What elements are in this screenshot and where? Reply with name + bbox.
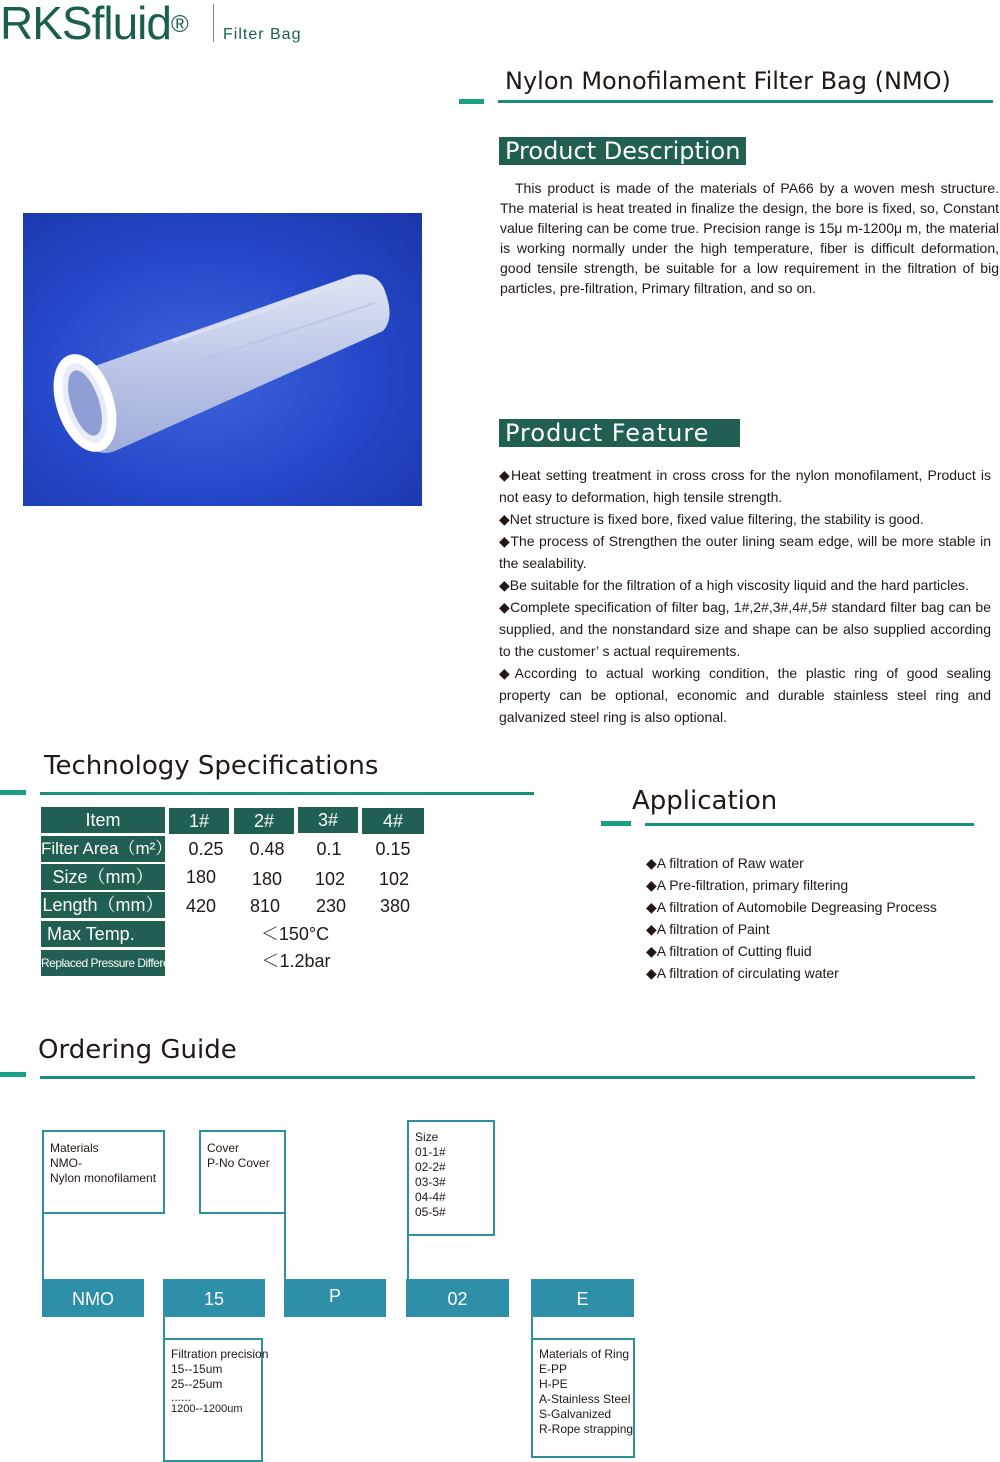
size-line: 03-3# <box>415 1175 446 1189</box>
description-heading: Product Description <box>499 137 746 165</box>
spec-col-2: 2# <box>234 808 294 834</box>
size-line: 04-4# <box>415 1190 446 1204</box>
registered-mark: ® <box>170 11 188 38</box>
connector <box>163 1316 165 1340</box>
application-item: ◆A Pre-filtration, primary filtering <box>646 877 849 893</box>
spec-row-label-max-temp: Max Temp. <box>41 921 165 947</box>
ring-line: E-PP <box>539 1362 568 1376</box>
materials-line: NMO- <box>50 1156 82 1170</box>
spec-value: 180 <box>185 867 217 887</box>
spec-value: 0.1 <box>316 839 342 859</box>
feature-item: ◆Complete specification of filter bag, 1#,2#,3#,4#,5# standard filter bag can be supplied, and the nonstandard size and shape can be also supplied according to the customer’ s actual requirements. <box>499 599 991 659</box>
application-item: ◆A filtration of circulating water <box>646 965 839 981</box>
size-line: 01-1# <box>415 1145 446 1159</box>
spec-value: 180 <box>251 869 283 889</box>
size-title: Size <box>415 1130 439 1144</box>
product-title: Nylon Monofilament Filter Bag (NMO) <box>505 67 951 95</box>
code-materials: NMO <box>42 1279 144 1317</box>
specs-rule <box>40 792 534 795</box>
application-item: ◆A filtration of Automobile Degreasing Process <box>646 899 937 915</box>
cover-title: Cover <box>207 1141 240 1155</box>
cover-line: P-No Cover <box>207 1156 270 1170</box>
ring-box <box>531 1338 635 1458</box>
materials-line: Nylon monofilament <box>50 1171 157 1185</box>
ordering-heading: Ordering Guide <box>38 1035 237 1065</box>
application-accent-bar <box>601 821 631 826</box>
precision-line: ...... <box>171 1390 192 1404</box>
spec-value: 420 <box>185 896 217 916</box>
feature-heading: Product Feature <box>499 419 740 447</box>
code-ring: E <box>531 1279 634 1317</box>
materials-title: Materials <box>50 1141 99 1155</box>
connector <box>531 1316 533 1340</box>
precision-line: 25--25um <box>171 1377 223 1391</box>
precision-box <box>163 1338 269 1462</box>
spec-value: 230 <box>315 896 347 916</box>
precision-title: Filtration precision <box>171 1347 269 1361</box>
spec-item-header: Item <box>41 807 165 833</box>
connector <box>42 1212 44 1280</box>
spec-value: 0.15 <box>375 839 411 859</box>
code-cover: P <box>284 1279 386 1317</box>
materials-box <box>42 1130 165 1214</box>
spec-value: 0.25 <box>188 839 224 859</box>
feature-item: ◆Heat setting treatment in cross cross for the nylon monofilament, Product is not easy to deformation, high tensile strength. <box>499 467 991 505</box>
feature-item: ◆Be suitable for the filtration of a high viscosity liquid and the hard particles. <box>499 577 969 593</box>
code-precision: 15 <box>163 1279 265 1317</box>
application-item: ◆A filtration of Raw water <box>646 855 804 871</box>
spec-value: 102 <box>314 869 346 889</box>
header-category: Filter Bag <box>223 26 302 43</box>
precision-line: 1200--1200um <box>171 1403 243 1415</box>
spec-max-temp-value: ＜150°C <box>260 924 330 944</box>
spec-col-4: 4# <box>362 808 424 834</box>
filter-bag-illustration <box>23 213 422 506</box>
spec-col-3: 3# <box>298 807 358 833</box>
size-line: 05-5# <box>415 1205 446 1219</box>
code-size: 02 <box>406 1279 509 1317</box>
spec-row-label-filter-area: Filter Area（m²） <box>41 836 165 862</box>
ordering-rule <box>40 1076 975 1079</box>
application-rule <box>645 823 974 826</box>
ring-title: Materials of Ring <box>539 1347 630 1361</box>
header-divider <box>213 4 214 42</box>
feature-item: ◆According to actual working condition, the plastic ring of good sealing property can be optional, economic and durable stainless steel ring and galvanized steel ring is also optional. <box>499 665 991 725</box>
description-paragraph: This product is made of the materials of PA66 by a woven mesh structure. The material is heat treated in finalize the design, the bore is fixed, so, Constant value filtering can be come true. Precision range is 15μ m-1200μ m, the material is working normally under the high temperature, fiber is difficult deformation, good tensile strength, be suitable for a low requirement in the filtration of big particles, pre-filtration, Primary filtration, and so on. <box>500 180 999 296</box>
feature-list <box>499 464 991 728</box>
feature-item: ◆The process of Strengthen the outer lining seam edge, will be more stable in the sealability. <box>499 533 991 571</box>
spec-value: 380 <box>379 896 411 916</box>
size-line: 02-2# <box>415 1160 446 1174</box>
spec-pressure-value: ＜1.2bar <box>261 951 331 971</box>
ring-line: A-Stainless Steel <box>539 1392 631 1406</box>
spec-col-1: 1# <box>169 808 229 834</box>
product-photo <box>23 213 422 506</box>
application-item: ◆A filtration of Paint <box>646 921 770 937</box>
spec-row-label-pressure: Replaced Pressure Difference <box>41 950 165 976</box>
specs-heading: Technology Specifications <box>44 751 379 781</box>
spec-value: 0.48 <box>249 839 285 859</box>
application-heading: Application <box>632 786 778 816</box>
spec-value: 102 <box>378 869 410 889</box>
spec-row-label-length: Length（mm） <box>41 892 165 918</box>
feature-item: ◆Net structure is fixed bore, fixed value filtering, the stability is good. <box>499 511 924 527</box>
brand-name: RKSfluid <box>0 0 171 49</box>
application-item: ◆A filtration of Cutting fluid <box>646 943 812 959</box>
spec-row-label-size: Size（mm） <box>41 864 165 890</box>
cover-box <box>199 1130 286 1214</box>
ring-line: R-Rope strapping <box>539 1422 634 1436</box>
specs-accent-bar <box>0 790 26 795</box>
precision-line: 15--15um <box>171 1362 223 1376</box>
description-text <box>500 178 999 298</box>
spec-value: 810 <box>249 896 281 916</box>
ring-line: H-PE <box>539 1377 568 1391</box>
title-rule <box>498 100 993 103</box>
ring-line: S-Galvanized <box>539 1407 612 1421</box>
application-list <box>646 852 937 984</box>
brand-logo <box>0 0 188 48</box>
ordering-accent-bar <box>0 1072 26 1077</box>
title-accent-bar <box>459 99 484 104</box>
size-box <box>407 1120 495 1236</box>
